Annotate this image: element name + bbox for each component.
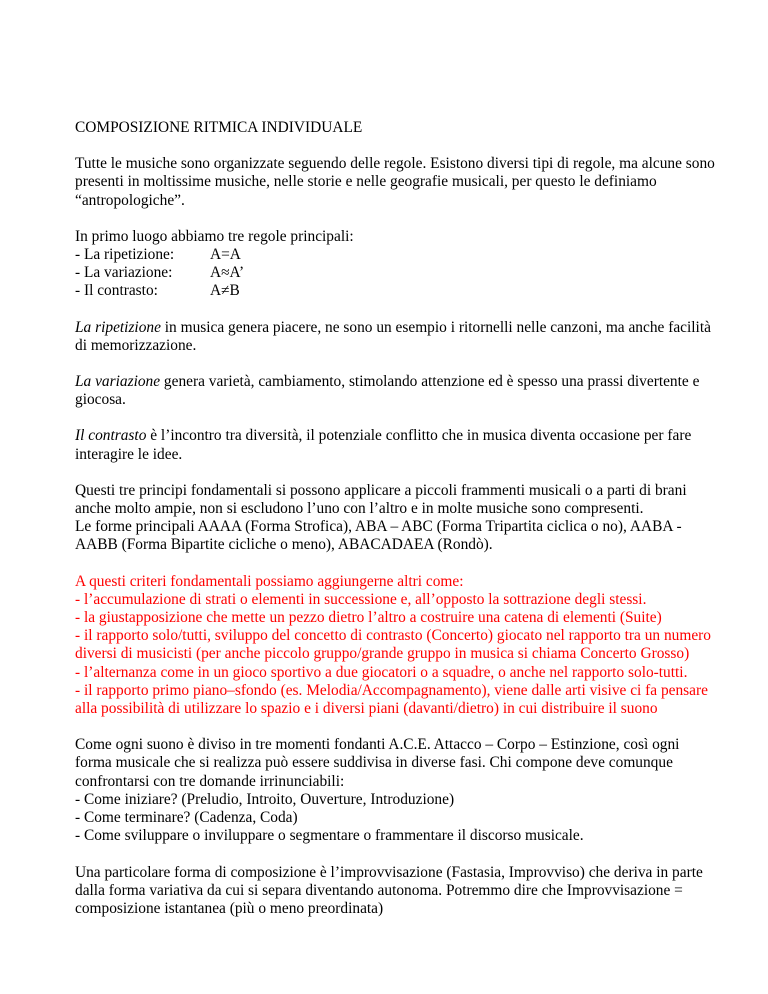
criteria-item: - l’alternanza come in un gioco sportivo a due giocatori o a squadre, o anche nel rapporto solo-tutti.	[75, 663, 688, 681]
variation-text: genera varietà, cambiamento, stimolando attenzione ed è spesso una prassi divertente e giocosa.	[75, 373, 700, 409]
criteria-item: - il rapporto primo piano–sfondo (es. Melodia/Accompagnamento), viene dalle arti visive ci fa pensare alla possibilità di utilizzare lo spazio e i diversi piani (davanti/dietro) in cui distribuire il suono	[75, 681, 708, 718]
principles-text: Questi tre principi fondamentali si possono applicare a piccoli frammenti musicali o a parti di brani anche molto ampie, non si escludono l’uno con l’altro e in molte musiche sono compresenti.	[75, 481, 687, 518]
criteria-block	[75, 573, 715, 719]
criteria-item: - l’accumulazione di strati o elementi in successione e, all’opposto la sottrazione degli stessi.	[75, 590, 647, 608]
contrast-term: Il contrasto	[75, 427, 147, 445]
document-title: COMPOSIZIONE RITMICA INDIVIDUALE	[75, 119, 363, 136]
principles-paragraph	[75, 482, 715, 555]
forms-text: Le forme principali AAAA (Forma Strofica), ABA – ABC (Forma Tripartita ciclica o no), AABA - AABB (Forma Bipartite cicliche o meno), ABACADAEA (Rondò).	[75, 518, 682, 554]
criteria-item: - la giustapposizione che mette un pezzo dietro l’altro a costruire una catena di elementi (Suite)	[75, 609, 662, 627]
question-item: - Come sviluppare o inviluppare o segmentare o frammentare il discorso musicale.	[75, 827, 584, 845]
question-item: - Come iniziare? (Preludio, Introito, Ouverture, Introduzione)	[75, 790, 455, 808]
variation-paragraph	[75, 373, 715, 409]
document-page	[75, 119, 715, 936]
rule-formula: A≠B	[210, 282, 240, 300]
contrast-text: è l’incontro tra diversità, il potenziale conflitto che in musica diventa occasione per fare interagire le idee.	[75, 427, 692, 463]
rule-name: - La ripetizione:	[75, 246, 175, 264]
rule-formula: A≈A’	[210, 264, 245, 282]
rules-block	[75, 228, 715, 301]
rule-name: - Il contrasto:	[75, 282, 158, 300]
intro-paragraph: Tutte le musiche sono organizzate seguendo delle regole. Esistono diversi tipi di regole, ma alcune sono presenti in moltissime musiche, nelle storie e nelle geografie musicali, per questo le definiamo “antropologiche”.	[75, 155, 715, 209]
contrast-paragraph	[75, 427, 715, 463]
question-item: - Come terminare? (Cadenza, Coda)	[75, 809, 298, 827]
rule-row-repetition	[75, 246, 715, 264]
rules-intro: In primo luogo abbiamo tre regole principali:	[75, 227, 354, 245]
improvisation-paragraph: Una particolare forma di composizione è l’improvvisazione (Fastasia, Improvviso) che deriva in parte dalla forma variativa da cui si separa diventando autonoma. Potremmo dire che Improvvisazione = composizione istantanea (più o meno preordinata)	[75, 863, 703, 917]
rule-name: - La variazione:	[75, 264, 173, 282]
sound-intro: Come ogni suono è diviso in tre momenti fondanti A.C.E. Attacco – Corpo – Estinzione, così ogni forma musicale che si realizza può essere suddivisa in diverse fasi. Chi compone deve comunque confrontarsi con tre domande irrinunciabili:	[75, 736, 680, 790]
repetition-text: in musica genera piacere, ne sono un esempio i ritornelli nelle canzoni, ma anche facilità di memorizzazione.	[75, 318, 711, 354]
repetition-paragraph	[75, 319, 715, 355]
criteria-intro: A questi criteri fondamentali possiamo aggiungerne altri come:	[75, 572, 464, 590]
sound-block	[75, 736, 715, 845]
variation-term: La variazione	[75, 373, 161, 391]
repetition-term: La ripetizione	[75, 318, 161, 336]
rule-row-contrast	[75, 282, 715, 300]
criteria-item: - il rapporto solo/tutti, sviluppo del concetto di contrasto (Concerto) giocato nel rapporto tra un numero diversi di musicisti (per anche piccolo gruppo/grande gruppo in musica si chiama Concerto Grosso)	[75, 627, 711, 663]
rule-row-variation	[75, 264, 715, 282]
rule-formula: A=A	[210, 246, 241, 264]
